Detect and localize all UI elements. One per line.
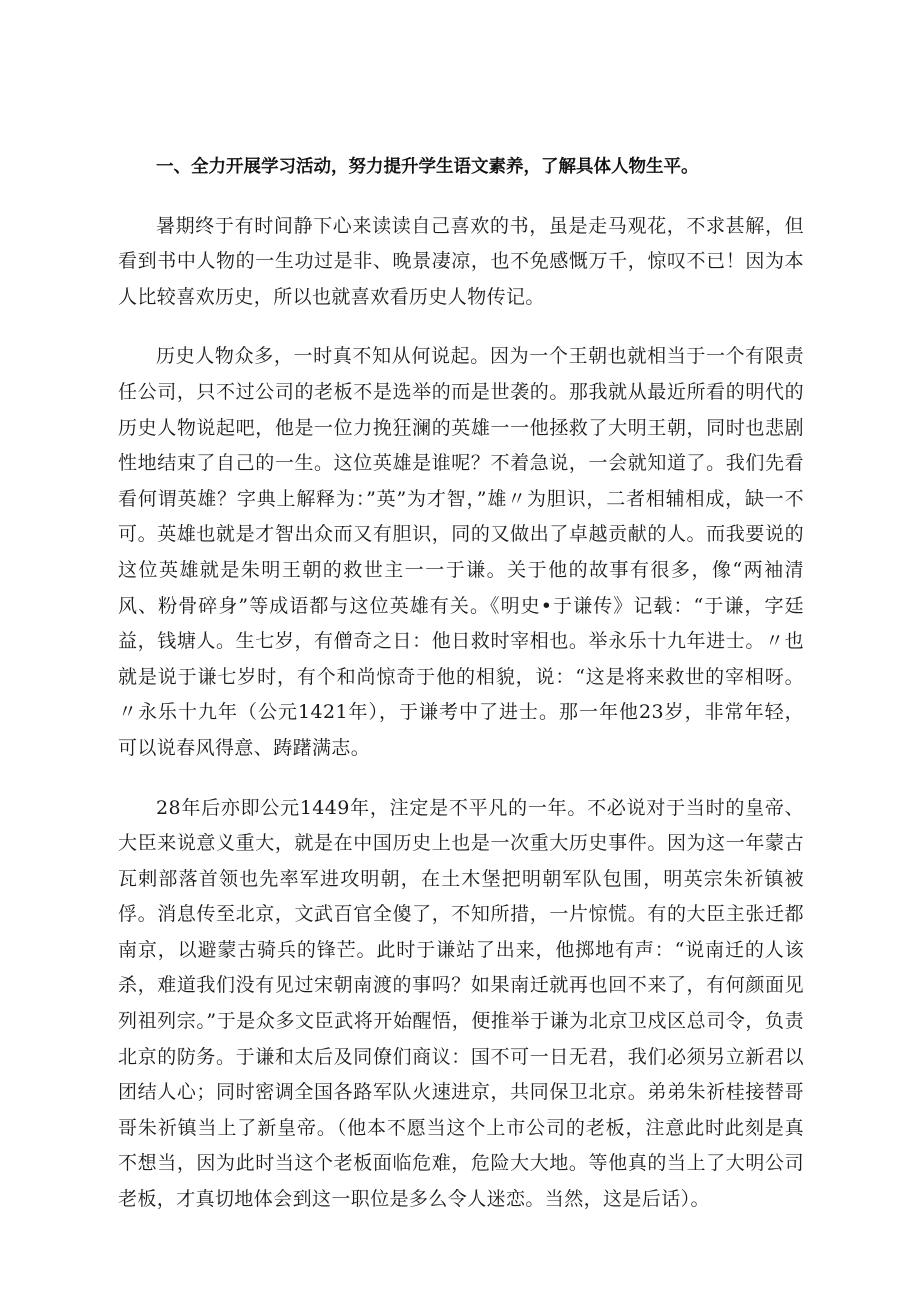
paragraph-1449: 28年后亦即公元1449年，注定是不平凡的一年。不必说对于当时的皇帝、大臣来说意义重大，就是在中国历史上也是一次重大历史事件。因为这一年蒙古瓦剌部落首领也先率军进攻明朝，在土木堡把明朝军队包围，明英宗朱祈镇被俘。消息传至北京，文武百官全傻了，不知所措，一片惊慌。有的大臣主张迁都南京，以避蒙古骑兵的锋芒。此时于谦站了出来，他掷地有声：“说南迁的人该杀，难道我们没有见过宋朝南渡的事吗？如果南迁就再也回不来了，有何颜面见列祖列宗。”于是众多文臣武将开始醒悟，便推举于谦为北京卫戍区总司令，负责北京的防务。于谦和太后及同僚们商议：国不可一日无君，我们必须另立新君以团结人心；同时密调全国各路军队火速进京，共同保卫北京。弟弟朱祈桂接替哥哥朱祈镇当上了新皇帝。（他本不愿当这个上市公司的老板，注意此时此刻是真不想当，因为此时当这个老板面临危难，危险大大地。等他真的当上了大明公司老板，才真切地体会到这一职位是多么令人迷恋。当然，这是后话）。 — [118, 796, 804, 1211]
paragraph-yu-qian: 历史人物众多，一时真不知从何说起。因为一个王朝也就相当于一个有限责任公司，只不过公司的老板不是选举的而是世袭的。那我就从最近所看的明代的历史人物说起吧，他是一位力挽狂澜的英雄一一他拯救了大明王朝，同时也悲剧性地结束了自己的一生。这位英雄是谁呢？不着急说，一会就知道了。我们先看看何谓英雄？字典上解释为：”英”为才智，”雄〃为胆识，二者相辅相成，缺一不可。英雄也就是才智出众而又有胆识，同的又做出了卓越贡献的人。而我要说的这位英雄就是朱明王朝的救世主一一于谦。关于他的故事有很多，像“两袖清风、粉骨碎身”等成语都与这位英雄有关。《明史•于谦传》记载：“于谦，字廷益，钱塘人。生七岁，有僧奇之日：他日救时宰相也。举永乐十九年进士。〃也就是说于谦七岁时，有个和尚惊奇于他的相貌，说：“这是将来救世的宰相呀。〃永乐十九年（公元1421年），于谦考中了进士。那一年他23岁，非常年轻，可以说春风得意、踌躇满志。 — [118, 345, 804, 759]
section-heading: 一、全力开展学习活动，努力提升学生语文素养，了解具体人物生平。 — [156, 157, 699, 177]
document-body — [118, 150, 804, 1242]
paragraph-intro: 暑期终于有时间静下心来读读自己喜欢的书，虽是走马观花，不求甚解，但看到书中人物的一生功过是非、晚景凄凉，也不免感慨万千，惊叹不已！因为本人比较喜欢历史，所以也就喜欢看历史人物传记。 — [118, 214, 804, 308]
